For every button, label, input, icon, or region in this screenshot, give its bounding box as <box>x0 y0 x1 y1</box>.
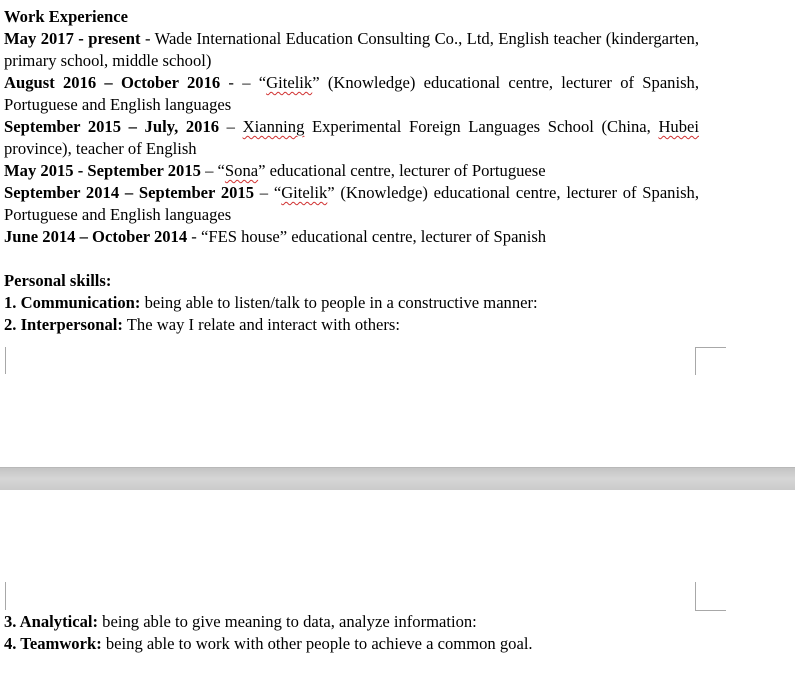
spelling-flagged-word[interactable]: Gitelik <box>266 73 313 92</box>
spelling-flagged-word[interactable]: Gitelik <box>281 183 328 202</box>
experience-text: ” educational centre, lecturer of Portuguese <box>258 161 546 180</box>
page-corner-mark <box>0 347 6 374</box>
experience-entry <box>4 160 699 182</box>
document-body-continued[interactable] <box>4 611 744 655</box>
experience-text: Wade International Education Consulting Co., Ltd, English teacher (kindergarten, primary school, middle school) <box>4 29 699 70</box>
experience-separator: - – “ <box>220 73 267 92</box>
experience-entry <box>4 72 699 116</box>
section-heading-work-experience: Work Experience <box>4 7 128 26</box>
experience-period: June 2014 – October 2014 <box>4 227 188 246</box>
spelling-flagged-word[interactable]: Hubei <box>658 117 699 136</box>
section-heading-personal-skills: Personal skills: <box>4 271 112 290</box>
experience-separator: – “ <box>254 183 282 202</box>
experience-entry <box>4 116 699 160</box>
experience-entry <box>4 182 699 226</box>
spelling-flagged-word[interactable]: Xianning <box>242 117 305 136</box>
skill-label: 4. Teamwork: <box>4 634 102 653</box>
experience-period: September 2015 – July, 2016 <box>4 117 220 136</box>
experience-entry <box>4 28 699 72</box>
experience-separator: - <box>140 29 155 48</box>
experience-separator: - <box>187 227 201 246</box>
page-corner-mark <box>695 347 726 375</box>
skill-text: being able to give meaning to data, analyze information: <box>98 612 477 631</box>
page-corner-mark <box>0 582 6 610</box>
skill-label: 1. Communication: <box>4 293 141 312</box>
skill-item <box>4 292 699 314</box>
page-break-gap <box>0 467 795 491</box>
experience-text: “FES house” educational centre, lecturer of Spanish <box>200 227 547 246</box>
experience-period: September 2014 – September 2015 <box>4 183 255 202</box>
experience-text: ” (Knowledge) educational centre, lecturer of Spanish, Portuguese and English languages <box>4 73 699 114</box>
experience-period: May 2015 - September 2015 <box>4 161 201 180</box>
experience-separator: – “ <box>200 161 225 180</box>
skill-item <box>4 314 699 336</box>
document-body[interactable] <box>4 6 699 336</box>
page-corner-mark <box>695 582 726 611</box>
skill-item <box>4 633 744 655</box>
experience-entry <box>4 226 699 248</box>
skill-text: The way I relate and interact with others: <box>122 315 400 334</box>
skill-text: being able to work with other people to achieve a common goal. <box>101 634 533 653</box>
empty-paragraph <box>4 248 699 270</box>
skill-item <box>4 611 744 633</box>
experience-text: ” (Knowledge) educational centre, lecturer of Spanish, Portuguese and English languages <box>4 183 699 224</box>
skill-text: being able to listen/talk to people in a constructive manner: <box>140 293 538 312</box>
experience-period: May 2017 - present <box>4 29 141 48</box>
experience-separator: – <box>219 117 243 136</box>
experience-period: August 2016 – October 2016 <box>4 73 221 92</box>
spelling-flagged-word[interactable]: Sona <box>224 161 259 180</box>
experience-text: Experimental Foreign Languages School (China, <box>304 117 659 136</box>
experience-text: province), teacher of English <box>4 139 197 158</box>
skill-label: 2. Interpersonal: <box>4 315 123 334</box>
skill-label: 3. Analytical: <box>4 612 99 631</box>
